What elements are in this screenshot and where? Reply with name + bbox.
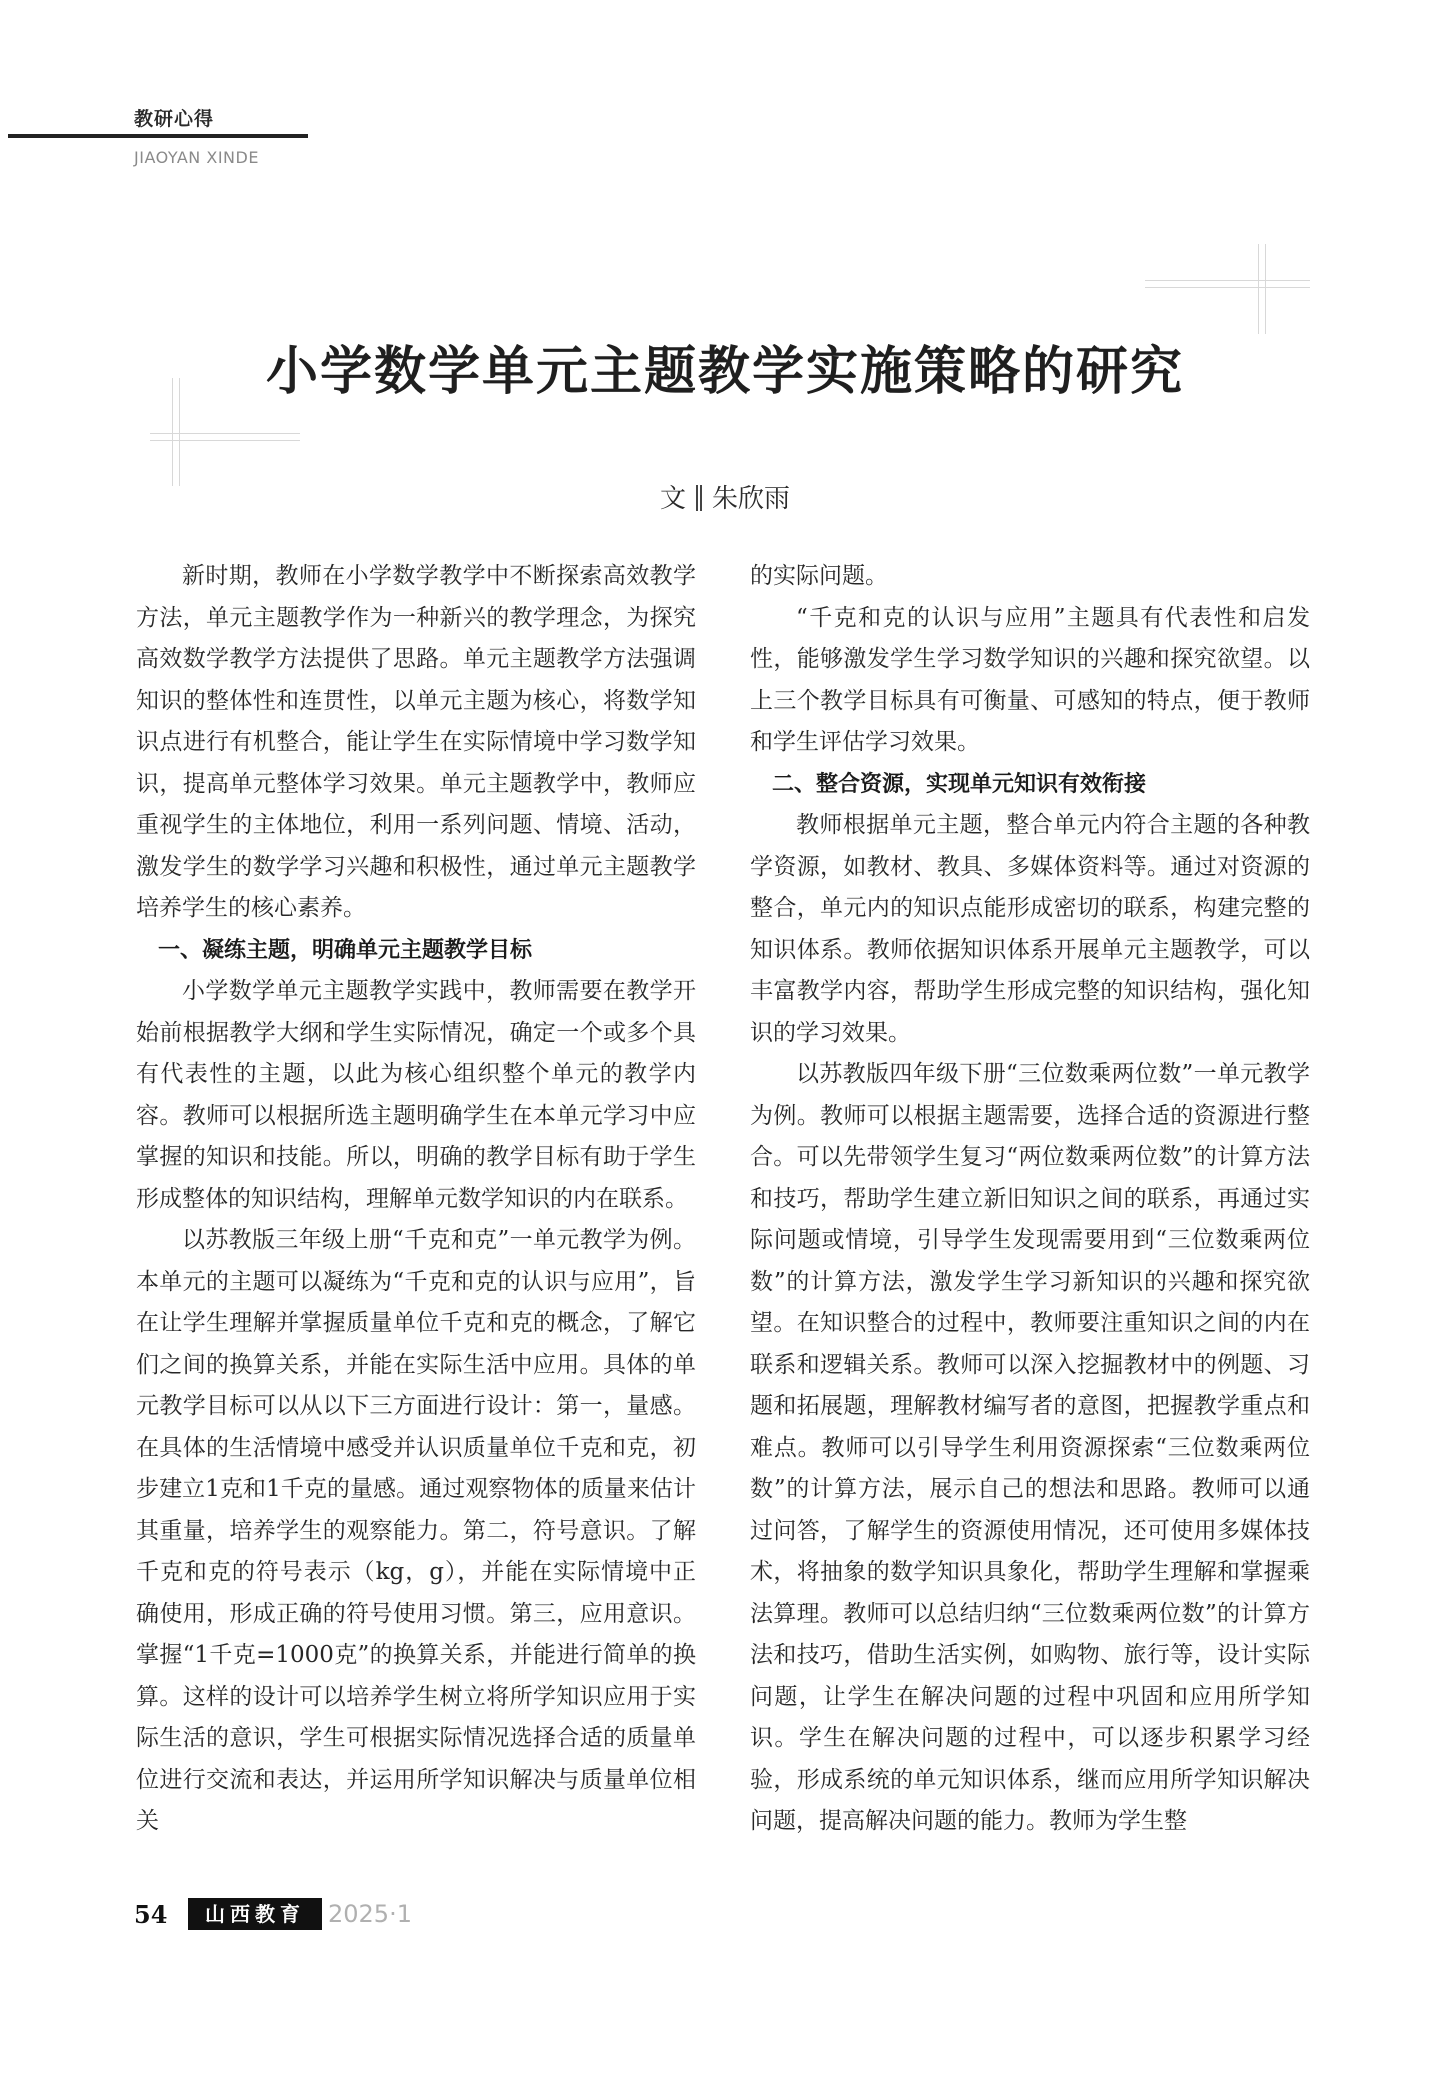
article-title: 小学数学单元主题教学实施策略的研究 <box>265 342 1184 402</box>
section-pinyin: JIAOYAN XINDE <box>134 148 259 167</box>
paragraph: 小学数学单元主题教学实践中，教师需要在教学开始前根据教学大纲和学生实际情况，确定一个或多个具有代表性的主题，以此为核心组织整个单元的教学内容。教师可以根据所选主题明确学生在本单元学习中应掌握的知识和技能。所以，明确的教学目标有助于学生形成整体的知识结构，理解单元数学知识的内在联系。 <box>136 978 696 1212</box>
byline-divider <box>696 485 702 511</box>
paragraph: 以苏教版三年级上册“千克和克”一单元教学为例。本单元的主题可以凝练为“千克和克的认识与应用”，旨在让学生理解并掌握质量单位千克和克的概念，了解它们之间的换算关系，并能在实际生活中应用。具体的单元教学目标可以从以下三方面进行设计：第一，量感。在具体的生活情境中感受并认识质量单位千克和克，初步建立1克和1千克的量感。通过观察物体的质量来估计其重量，培养学生的观察能力。第二，符号意识。了解千克和克的符号表示（kg，g），并能在实际情境中正确使用，形成正确的符号使用习惯。第三，应用意识。掌握“1千克=1000克”的换算关系，并能进行简单的换算。这样的设计可以培养学生树立将所学知识应用于实际生活的意识，学生可根据实际情况选择合适的质量单位进行交流和表达，并运用所学知识解决与质量单位相关 <box>136 1227 696 1834</box>
left-column <box>136 556 696 1843</box>
section-label: 教研心得 <box>134 108 215 130</box>
paragraph: 新时期，教师在小学数学教学中不断探索高效教学方法，单元主题教学作为一种新兴的教学理念，为探究高效数学教学方法提供了思路。单元主题教学方法强调知识的整体性和连贯性，以单元主题为核心，将数学知识点进行有机整合，能让学生在实际情境中学习数学知识，提高单元整体学习效果。单元主题教学中，教师应重视学生的主体地位，利用一系列问题、情境、活动，激发学生的数学学习兴趣和积极性，通过单元主题教学培养学生的核心素养。 <box>136 563 696 921</box>
section-heading: 二、整合资源，实现单元知识有效衔接 <box>772 771 1147 797</box>
author-name: 朱欣雨 <box>712 484 791 514</box>
page-number: 54 <box>134 1900 168 1929</box>
journal-logo: 山西教育 <box>188 1898 322 1930</box>
journal-issue: 2025·1 <box>328 1900 412 1928</box>
paragraph: 教师根据单元主题，整合单元内符合主题的各种教学资源，如教材、教具、多媒体资料等。通过对资源的整合，单元内的知识点能形成密切的联系，构建完整的知识体系。教师依据知识体系开展单元主题教学，可以丰富教学内容，帮助学生形成完整的知识结构，强化知识的学习效果。 <box>750 812 1310 1046</box>
section-rule <box>8 134 308 138</box>
section-heading: 一、凝练主题，明确单元主题教学目标 <box>158 937 533 963</box>
byline <box>0 478 1450 515</box>
byline-prefix: 文 <box>659 484 686 514</box>
paragraph-continued: 的实际问题。 <box>750 563 888 589</box>
paragraph: “千克和克的认识与应用”主题具有代表性和启发性，能够激发学生学习数学知识的兴趣和探究欲望。以上三个教学目标具有可衡量、可感知的特点，便于教师和学生评估学习效果。 <box>750 604 1310 755</box>
paragraph: 以苏教版四年级下册“三位数乘两位数”一单元教学为例。教师可以根据主题需要，选择合适的资源进行整合。可以先带领学生复习“两位数乘两位数”的计算方法和技巧，帮助学生建立新旧知识之间的联系，再通过实际问题或情境，引导学生发现需要用到“三位数乘两位数”的计算方法，激发学生学习新知识的兴趣和探究欲望。在知识整合的过程中，教师要注重知识之间的内在联系和逻辑关系。教师可以深入挖掘教材中的例题、习题和拓展题，理解教材编写者的意图，把握教学重点和难点。教师可以引导学生利用资源探索“三位数乘两位数”的计算方法，展示自己的想法和思路。教师可以通过问答，了解学生的资源使用情况，还可使用多媒体技术，将抽象的数学知识具象化，帮助学生理解和掌握乘法算理。教师可以总结归纳“三位数乘两位数”的计算方法和技巧，借助生活实例，如购物、旅行等，设计实际问题，让学生在解决问题的过程中巩固和应用所学知识。学生在解决问题的过程中，可以逐步积累学习经验，形成系统的单元知识体系，继而应用所学知识解决问题，提高解决问题的能力。教师为学生整 <box>750 1061 1310 1834</box>
right-column <box>750 556 1310 1843</box>
